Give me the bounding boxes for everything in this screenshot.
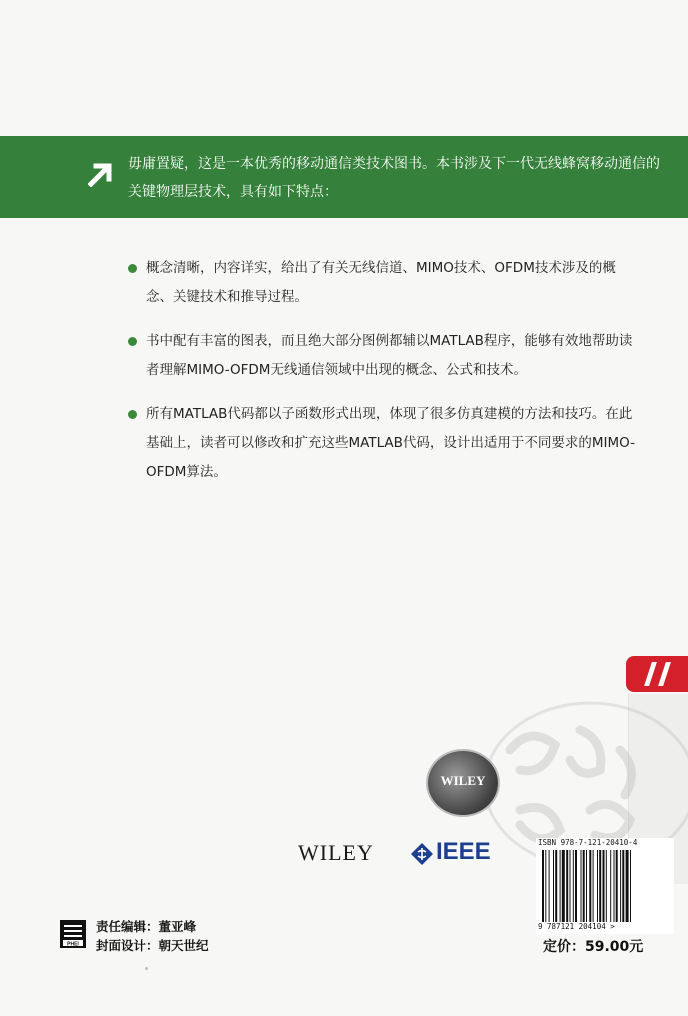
hologram-label: WILEY: [440, 773, 486, 788]
ieee-diamond-icon: [410, 842, 434, 866]
price: 定价：59.00元: [543, 939, 644, 955]
feature-text: 书中配有丰富的图表，而且绝大部分图例都辅以MATLAB程序，能够有效地帮助读者理解MIMO-OFDM无线通信领域中出现的概念、公式和技术。: [146, 333, 633, 378]
svg-text:PHEI: PHEI: [67, 941, 79, 948]
editor-line: [96, 917, 209, 936]
bullet-icon: [128, 264, 137, 273]
feature-item: [128, 327, 638, 385]
feature-text: 概念清晰，内容详实，给出了有关无线信道、MIMO技术、OFDM技术涉及的概念、关键技术和推导过程。: [146, 260, 616, 305]
editor-name: 董亚峰: [158, 919, 197, 934]
designer-label: 封面设计：: [96, 938, 159, 953]
designer-line: [96, 936, 209, 955]
feature-list: [128, 254, 638, 502]
barcode-bars: [542, 850, 668, 922]
editor-label: 责任编辑：: [96, 919, 159, 934]
intro-text: 毋庸置疑，这是一本优秀的移动通信类技术图书。本书涉及下一代无线蜂窝移动通信的关键物理层技术，具有如下特点：: [128, 156, 660, 200]
feature-item: [128, 400, 638, 487]
feature-text: 所有MATLAB代码都以子函数形式出现，体现了很多仿真建模的方法和技巧。在此基础上，读者可以修改和扩充这些MATLAB代码，设计出适用于不同要求的MIMO-OFDM算法。: [146, 406, 636, 480]
wiley-logo: WILEY: [298, 840, 374, 865]
slash-icon: [658, 662, 671, 686]
barcode-digits: 9 787121 204104 >: [538, 922, 615, 931]
credits: [96, 917, 209, 955]
feature-item: [128, 254, 638, 312]
designer-name: 朝天世纪: [158, 938, 209, 953]
red-tab: [626, 656, 688, 692]
hologram-sticker: [426, 749, 500, 817]
publisher-logo-icon: [60, 920, 86, 948]
arrow-icon: [88, 161, 114, 187]
isbn-number: ISBN 978-7-121-20410-4: [538, 838, 638, 847]
bullet-icon: [128, 337, 137, 346]
bullet-icon: [128, 410, 137, 419]
decorative-dot: [145, 967, 148, 970]
slash-icon: [644, 662, 657, 686]
ieee-logo: IEEE: [436, 838, 491, 865]
barcode: [536, 838, 674, 934]
